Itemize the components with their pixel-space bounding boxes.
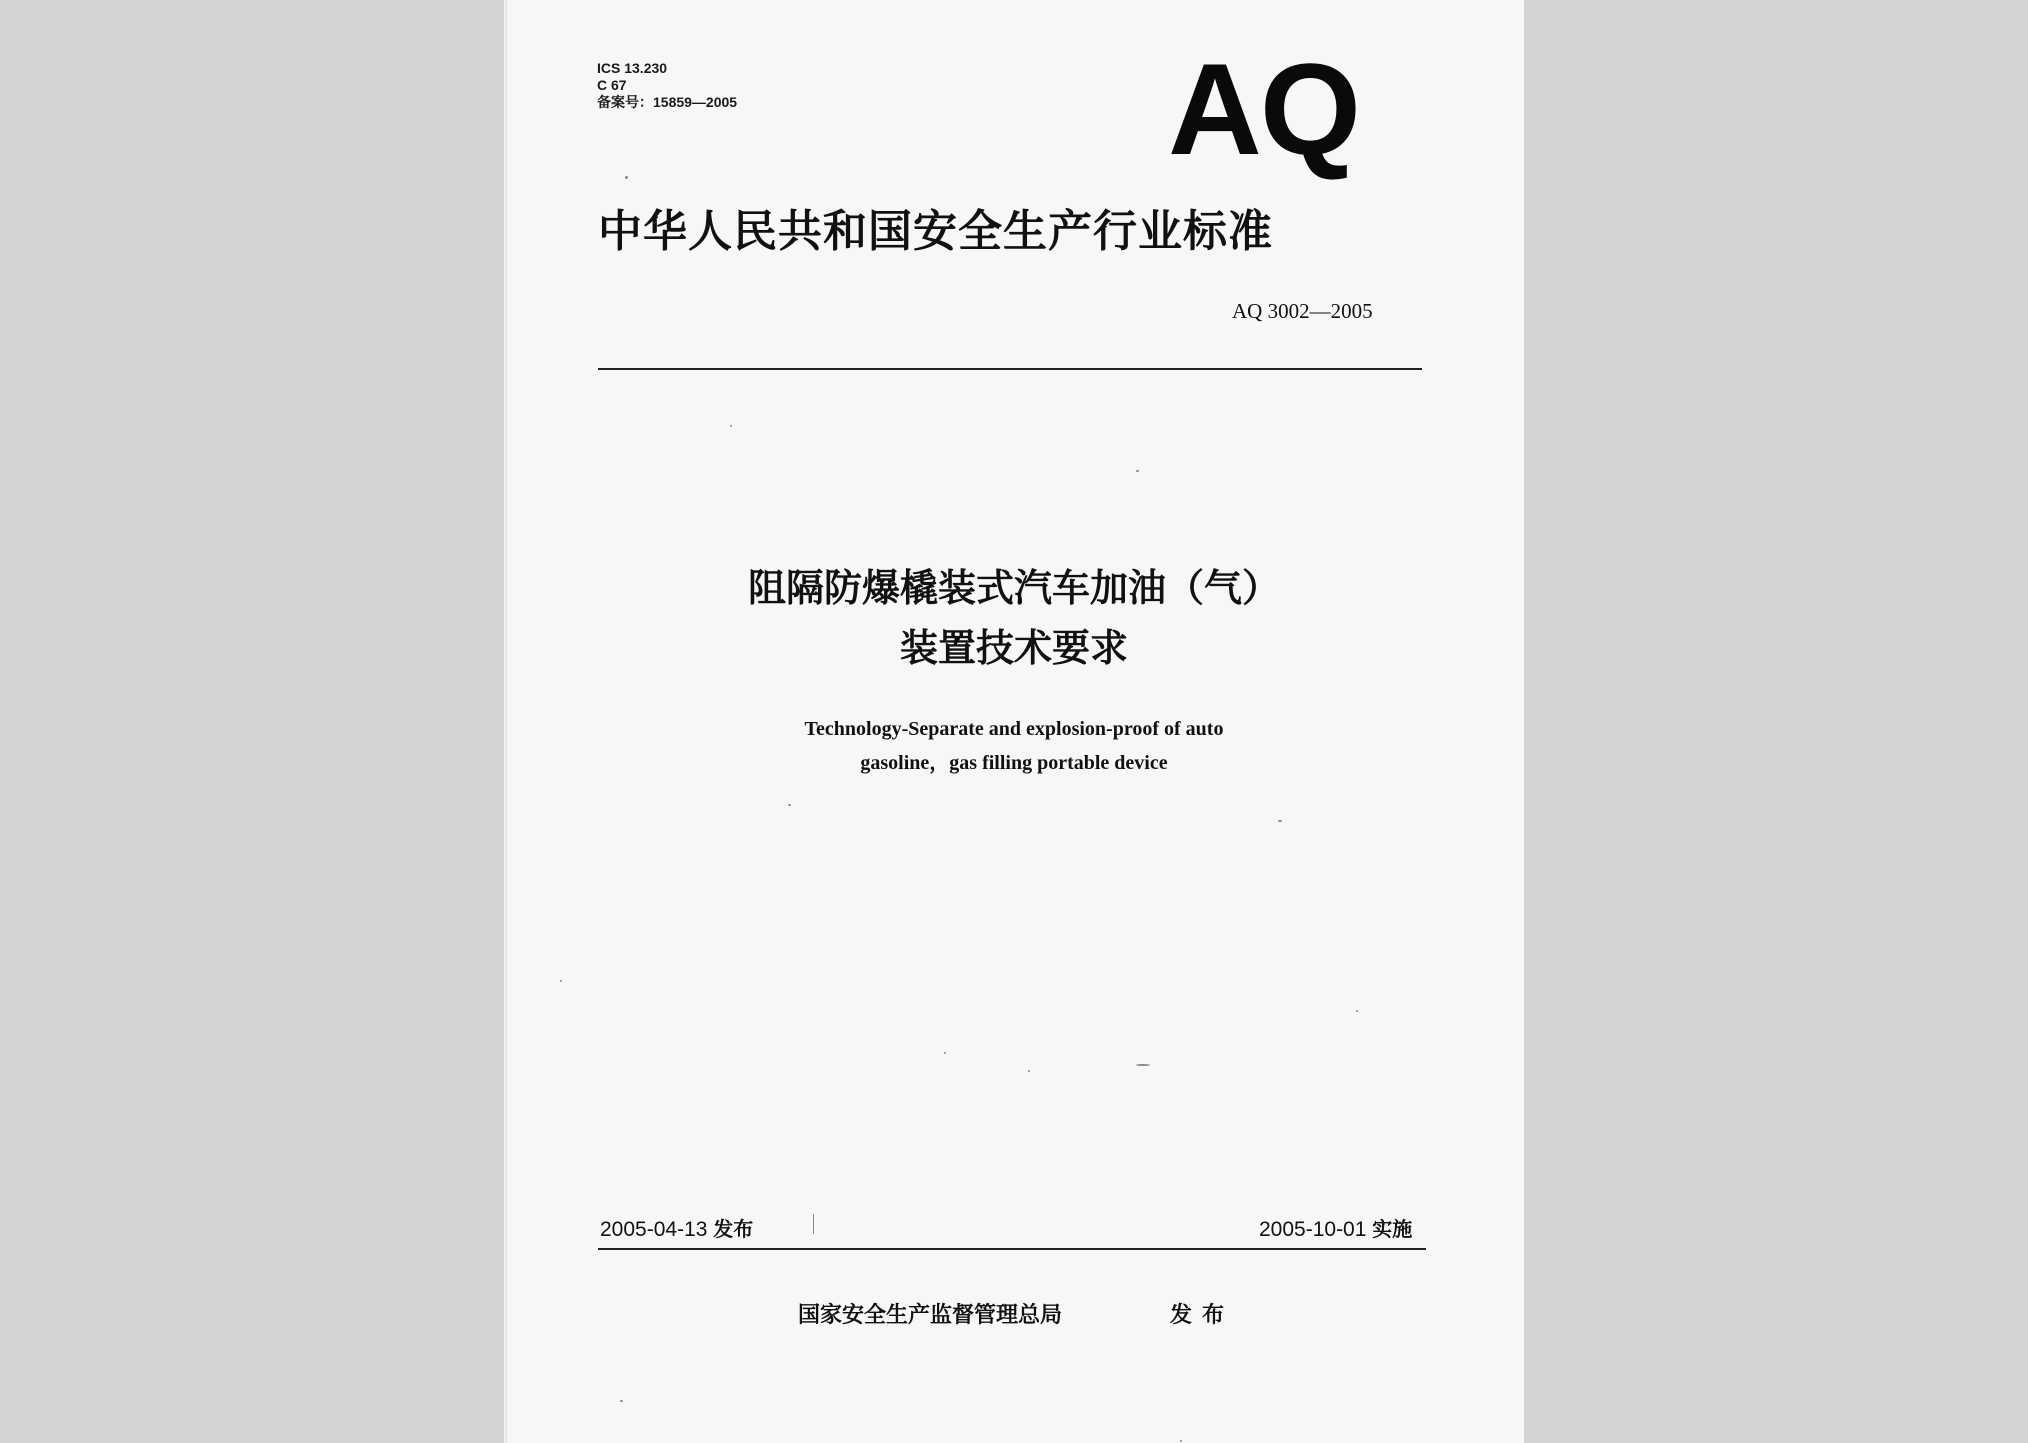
scan-speck bbox=[1136, 470, 1139, 472]
scan-speck bbox=[730, 425, 732, 427]
page-edge-shadow bbox=[505, 0, 507, 1443]
scan-speck bbox=[560, 980, 562, 982]
en-title-line-2: gasoline，gas filling portable device bbox=[860, 752, 1168, 774]
scan-speck bbox=[1180, 1440, 1182, 1442]
scan-speck bbox=[788, 804, 791, 806]
scan-speck bbox=[944, 1052, 946, 1054]
footer-divider bbox=[598, 1248, 1426, 1250]
en-title-line-1: Technology-Separate and explosion-proof of auto bbox=[804, 718, 1224, 740]
scan-speck bbox=[1356, 1010, 1358, 1012]
effective-word: 实施 bbox=[1372, 1217, 1413, 1241]
issue-word: 发布 bbox=[713, 1217, 754, 1241]
cn-title-line-2: 装置技术要求 bbox=[899, 626, 1128, 670]
header-divider bbox=[598, 368, 1422, 370]
issue-date-line bbox=[600, 1216, 753, 1243]
scan-speck bbox=[620, 1400, 623, 1402]
ics-code: ICS 13.230 bbox=[597, 60, 668, 76]
filing-number: 备案号：15859—2005 bbox=[597, 94, 738, 110]
standard-number: AQ 3002—2005 bbox=[1232, 299, 1373, 323]
aq-logo: AQ bbox=[1168, 36, 1359, 182]
effective-date-line bbox=[1259, 1216, 1412, 1243]
scan-speck bbox=[625, 176, 628, 179]
effective-date: 2005-10-01 bbox=[1259, 1218, 1367, 1241]
issuer-title: 中华人民共和国安全生产行业标准 bbox=[598, 206, 1273, 257]
issue-date: 2005-04-13 bbox=[600, 1218, 708, 1241]
issuing-authority: 国家安全生产监督管理总局 bbox=[798, 1303, 1063, 1328]
scan-speck bbox=[1136, 1064, 1150, 1066]
scan-mark bbox=[813, 1214, 814, 1234]
ccs-code: C 67 bbox=[597, 77, 627, 93]
publish-label: 发布 bbox=[1170, 1303, 1235, 1328]
cn-title-line-1: 阻隔防爆橇装式汽车加油（气） bbox=[747, 566, 1280, 610]
scan-speck bbox=[1278, 820, 1282, 822]
scan-speck bbox=[1028, 1070, 1030, 1072]
